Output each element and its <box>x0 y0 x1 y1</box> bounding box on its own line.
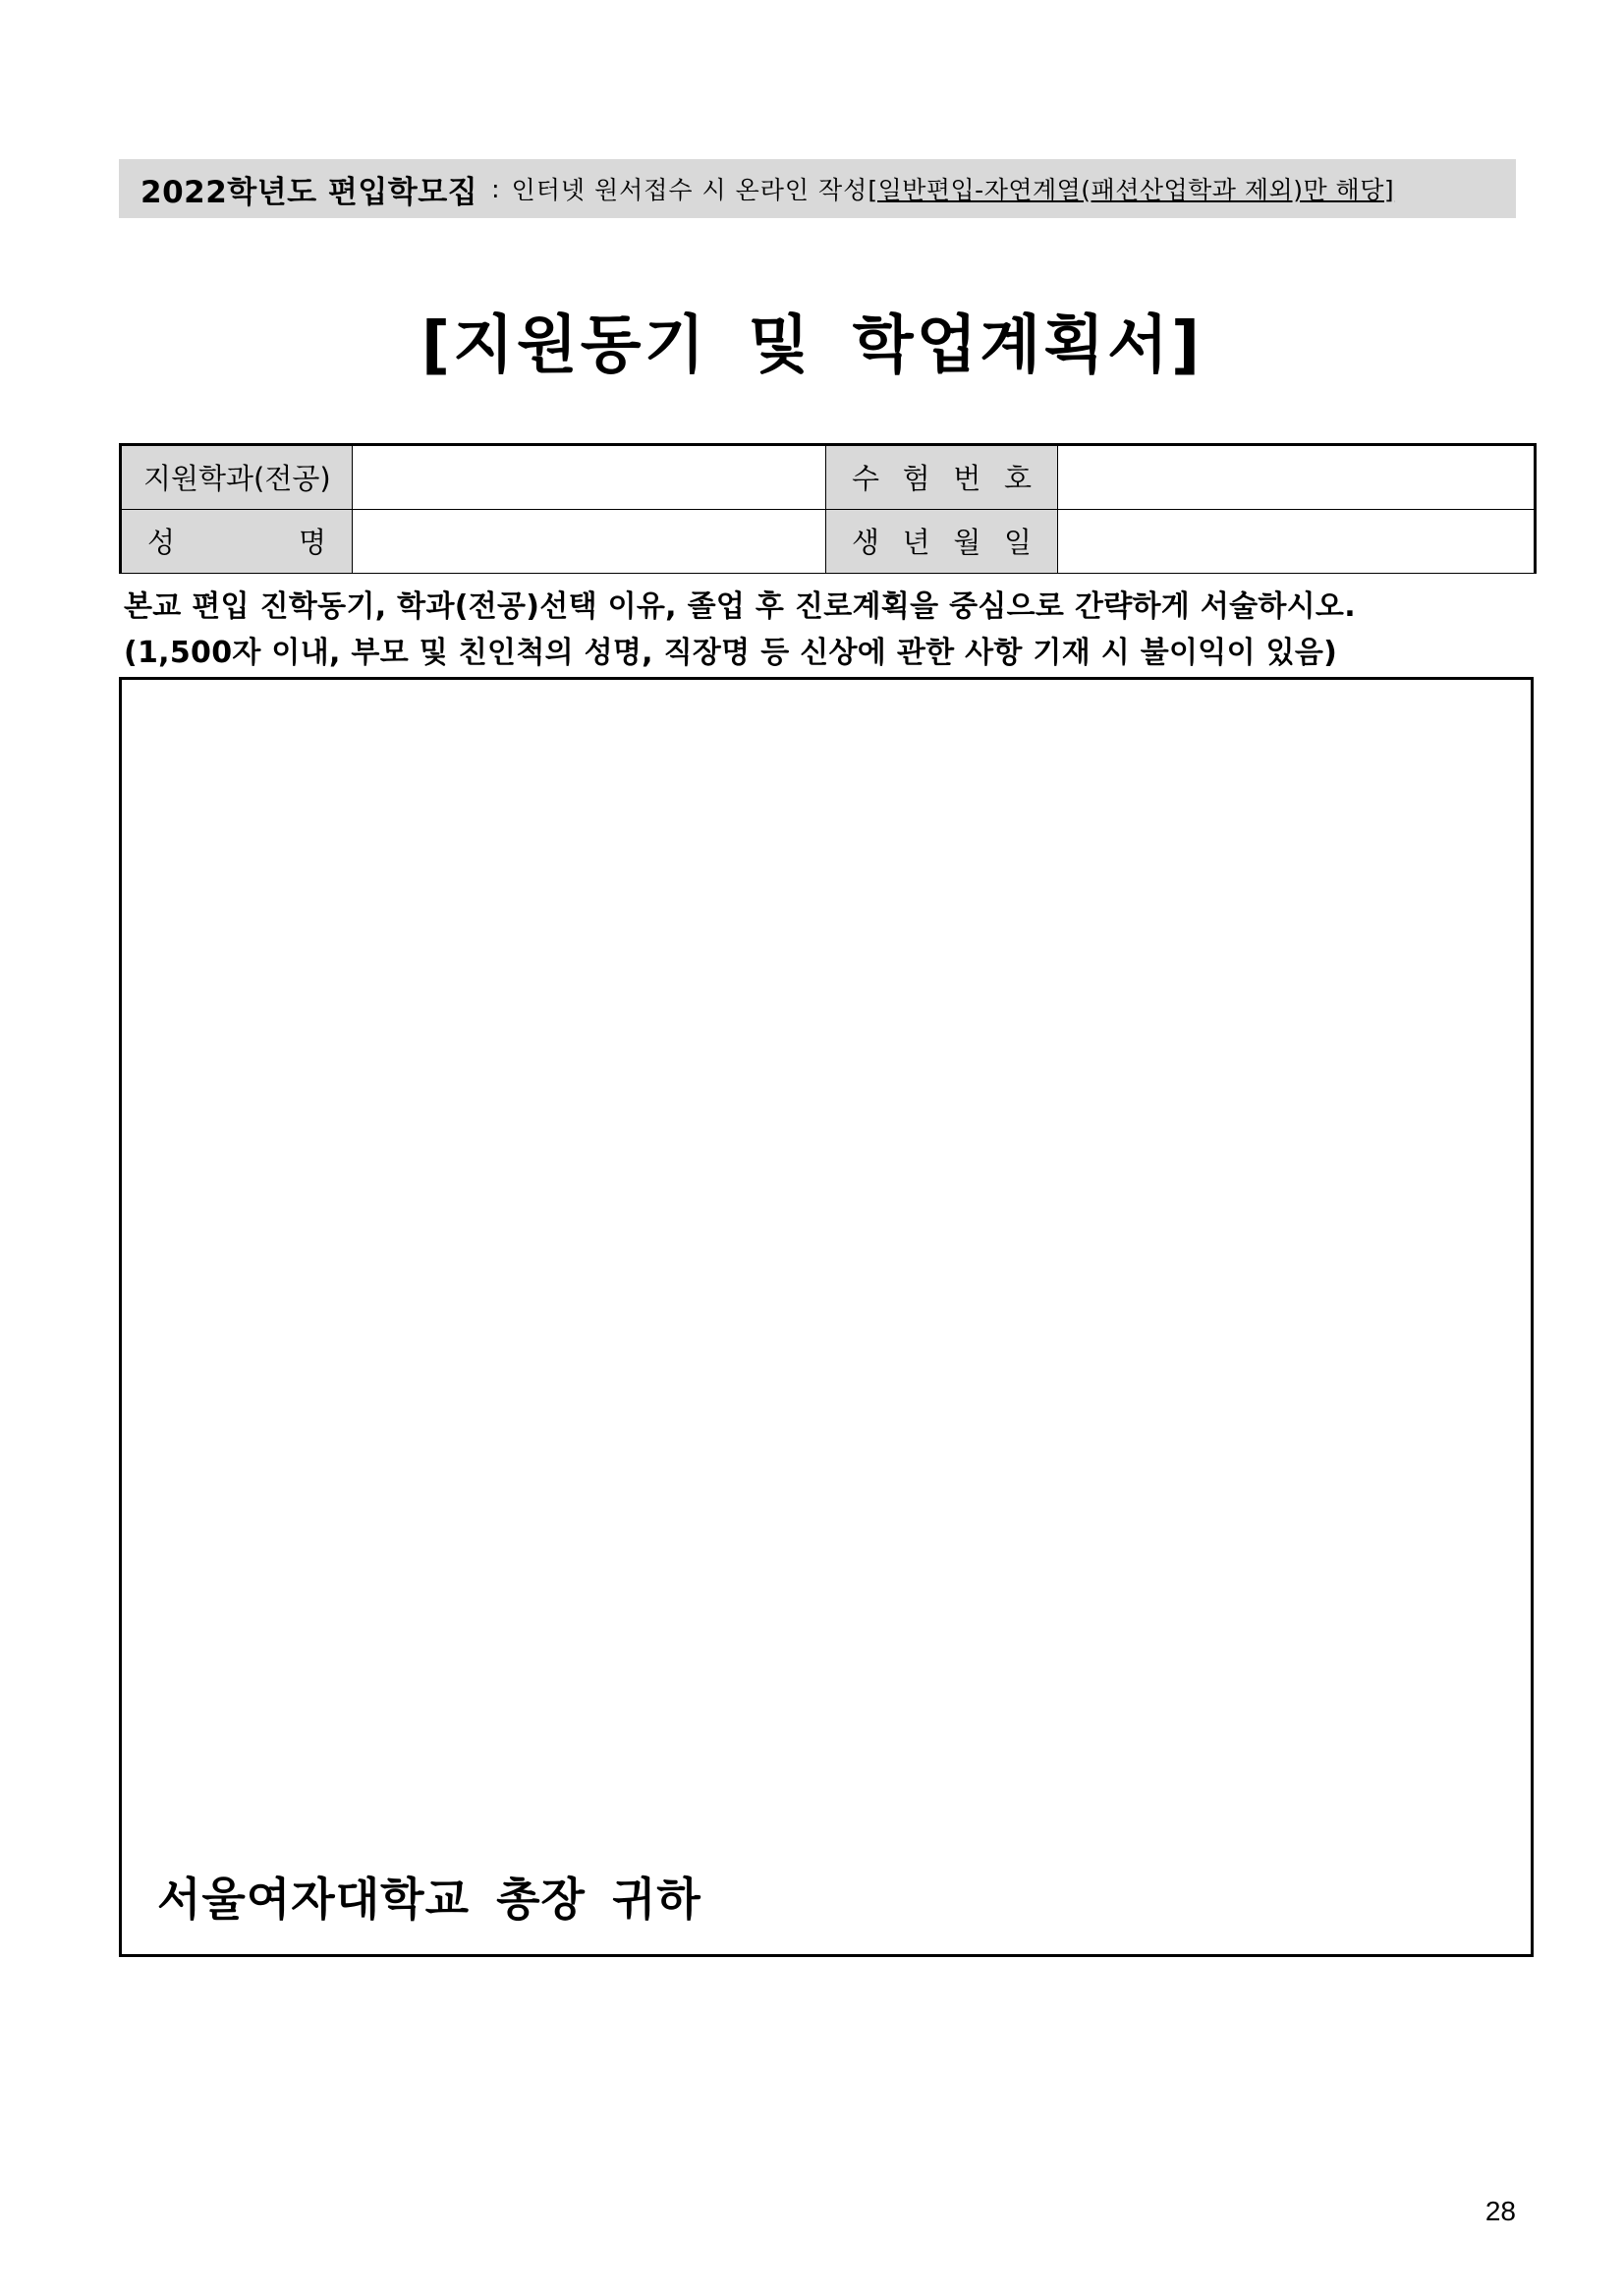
page-number: 28 <box>1484 2196 1516 2226</box>
document-title: [지원동기 및 학업계획서] <box>420 309 1204 382</box>
header-description: 인터넷 원서접수 시 온라인 작성 <box>511 176 868 204</box>
exam-number-label-cell <box>826 445 1058 510</box>
name-label-char: 성 <box>147 526 176 560</box>
header-title: 2022학년도 편입학모집 <box>140 174 478 210</box>
name-label-cell <box>121 509 353 574</box>
exam-number-label-char: 번 <box>953 462 981 496</box>
department-field[interactable] <box>353 445 826 510</box>
exam-number-label-char: 험 <box>902 462 930 496</box>
birthdate-label-char: 년 <box>902 526 930 560</box>
exam-number-field[interactable] <box>1058 445 1536 510</box>
header-separator: : <box>491 174 500 203</box>
birthdate-label-char: 일 <box>1003 526 1032 560</box>
birthdate-label-char: 생 <box>852 526 880 560</box>
birthdate-label <box>826 521 1057 561</box>
applicant-info-table <box>119 443 1537 574</box>
instruction-line-2: (1,500자 이내, 부모 및 친인척의 성명, 직장명 등 신상에 관한 사항 기재 시 불이익이 있음) <box>124 636 1338 670</box>
birthdate-field[interactable] <box>1058 509 1536 574</box>
info-row-1 <box>121 445 1536 510</box>
header-band <box>119 159 1516 218</box>
instruction-line-1: 본교 편입 진학동기, 학과(전공)선택 이유, 졸업 후 진로계획을 중심으로 간략하게 서술하시오. <box>124 589 1356 624</box>
instructions <box>124 584 1529 676</box>
header-scope: [일반편입-자연계열(패션산업학과 제외)만 해당] <box>868 176 1395 204</box>
exam-number-label-char: 수 <box>852 462 880 496</box>
birthdate-label-cell <box>826 509 1058 574</box>
exam-number-label <box>826 457 1057 497</box>
name-field[interactable] <box>353 509 826 574</box>
birthdate-label-char: 월 <box>953 526 981 560</box>
name-label-char: 명 <box>298 526 326 560</box>
info-row-2 <box>121 509 1536 574</box>
essay-text-area[interactable] <box>119 677 1534 1957</box>
exam-number-label-char: 호 <box>1003 462 1032 496</box>
name-label <box>122 521 352 561</box>
department-label-cell <box>121 445 353 510</box>
addressee: 서울여자대학교 총장 귀하 <box>157 1873 701 1926</box>
department-label: 지원학과(전공) <box>143 462 331 496</box>
